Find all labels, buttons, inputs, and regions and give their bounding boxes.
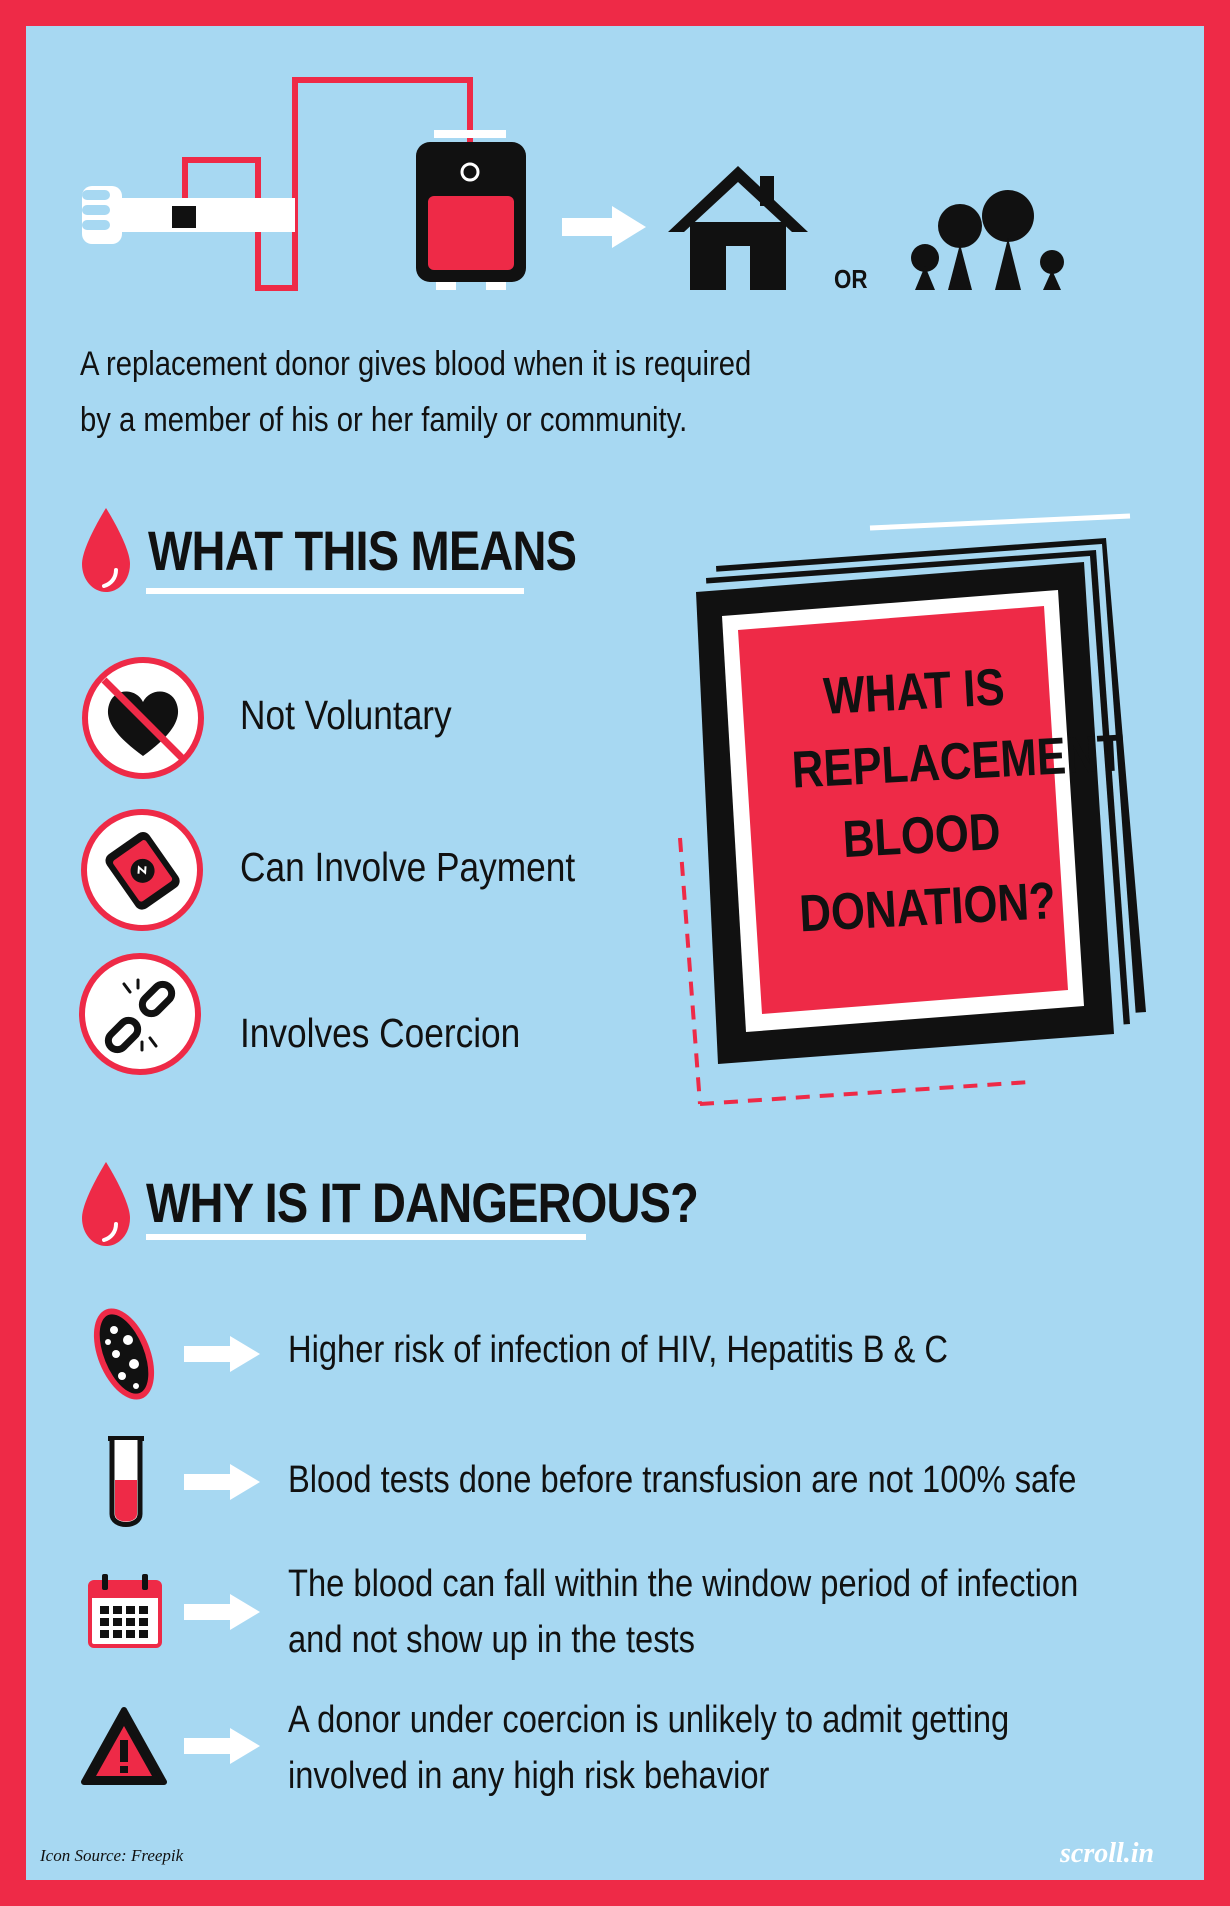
blood-drop-icon — [78, 1160, 138, 1250]
arrow-icon — [184, 1334, 264, 1374]
means-item-label: Involves Coercion — [240, 1010, 521, 1056]
danger-item-text: A donor under coercion is unlikely to admit getting involved in any high risk behavior — [288, 1699, 1010, 1797]
danger-underline — [146, 1234, 586, 1240]
arrow-icon — [184, 1726, 264, 1766]
means-item-label: Not Voluntary — [240, 692, 452, 738]
danger-item-text: The blood can fall within the window period of infection and not show up in the tests — [288, 1563, 1079, 1661]
means-item-label: Can Involve Payment — [240, 844, 576, 890]
arrow-icon — [184, 1462, 264, 1502]
arrow-icon — [184, 1592, 264, 1632]
or-label: OR — [834, 264, 868, 294]
icon-source-credit: Icon Source: Freepik — [40, 1846, 184, 1865]
danger-item-text: Blood tests done before transfusion are not 100% safe — [288, 1459, 1077, 1501]
danger-item-text: Higher risk of infection of HIV, Hepatitis B & C — [288, 1329, 948, 1371]
intro-text: A replacement donor gives blood when it is required by a member of his or her family or community. — [80, 345, 752, 439]
warning-icon — [82, 1706, 172, 1796]
infected-cell-icon — [86, 1300, 166, 1410]
danger-heading: WHY IS IT DANGEROUS? — [146, 1171, 699, 1234]
card-title: WHAT IS REPLACEMENT BLOOD DONATION? — [790, 658, 1126, 944]
means-heading: WHAT THIS MEANS — [148, 519, 577, 582]
calendar-icon — [86, 1572, 176, 1662]
brand-logo: scroll.in — [1060, 1838, 1155, 1869]
test-tube-icon — [100, 1434, 160, 1544]
